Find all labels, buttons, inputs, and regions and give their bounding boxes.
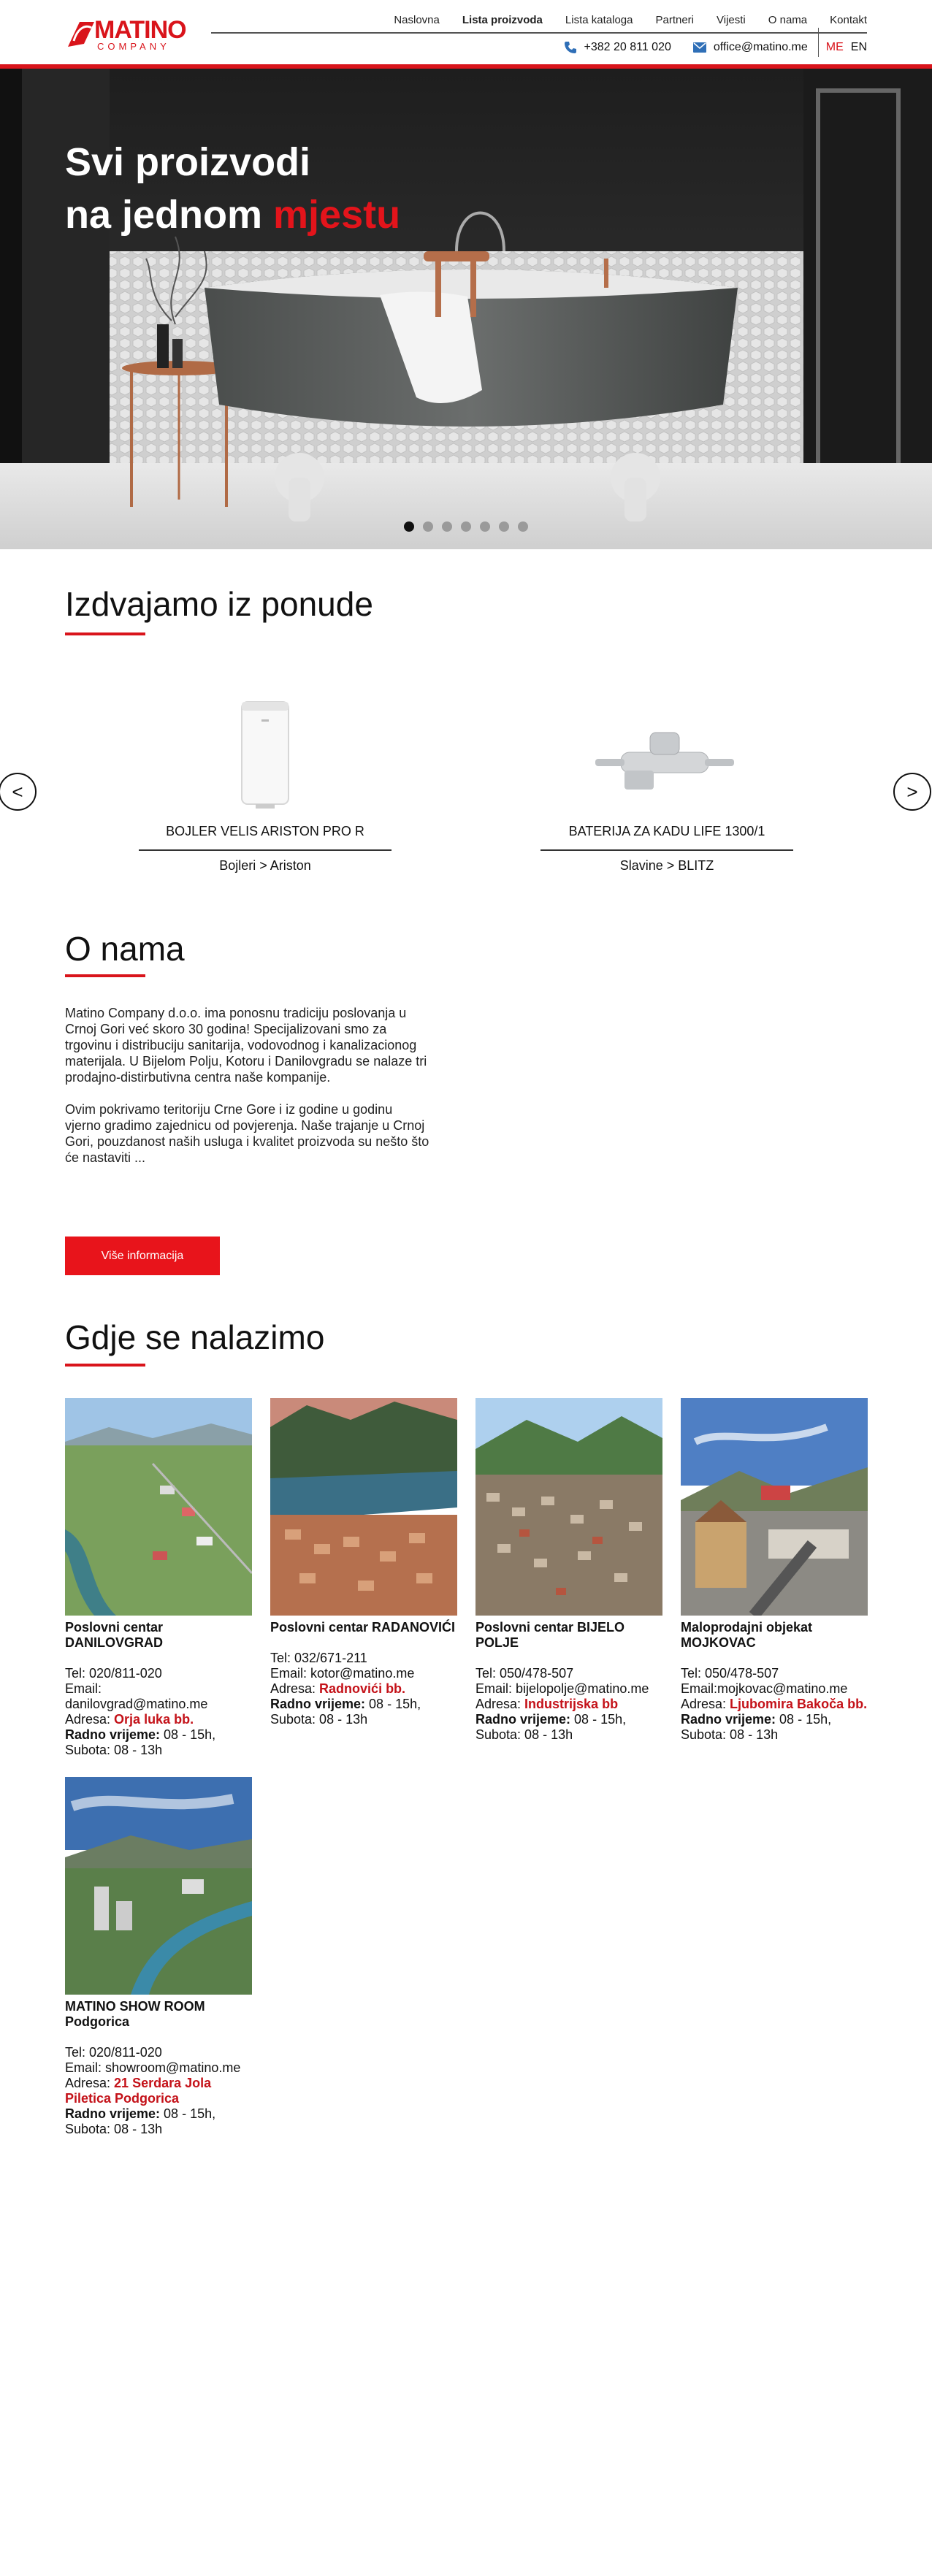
hero-title-accent: mjestu xyxy=(273,193,401,237)
location-address-mojkovac: Ljubomira Bakoča bb. xyxy=(730,1697,868,1711)
carousel-prev-button[interactable]: < xyxy=(0,773,37,811)
contact-bar xyxy=(542,38,868,57)
about-paragraph-2: Ovim pokrivamo teritoriju Crne Gore i iz godine u godinu vjerno gradimo zajednicu od povjerenja. Naše trajanje u Crnoj Gori, pouzdanost naših usluga i kvalitet proizvoda su nešto što će nastaviti ... xyxy=(65,1102,429,1165)
location-photo-danilovgrad xyxy=(65,1398,252,1616)
location-name-mojkovac: Maloprodajni objekat MOJKOVAC xyxy=(681,1620,813,1650)
location-email-label-showroom: Email: xyxy=(65,2060,106,2075)
location-tel-mojkovac: Tel: 050/478-507 xyxy=(681,1666,779,1681)
product-card-boiler[interactable] xyxy=(139,690,391,874)
product-category-faucet[interactable]: Slavine > BLITZ xyxy=(619,858,714,873)
location-saturday-bijelo-polje: Subota: 08 - 13h xyxy=(475,1727,573,1742)
location-card-mojkovac xyxy=(681,1398,868,1743)
location-hours-label-danilovgrad: Radno vrijeme: xyxy=(65,1727,161,1742)
faucet-image-icon xyxy=(541,690,793,822)
location-address-showroom: 21 Serdara Jola Piletica Podgorica xyxy=(65,2076,212,2106)
product-category-boiler[interactable]: Bojleri > Ariston xyxy=(219,858,311,873)
envelope-icon xyxy=(693,42,706,53)
location-saturday-showroom: Subota: 08 - 13h xyxy=(65,2122,163,2136)
location-email-bijelo-polje[interactable]: bijelopolje@matino.me xyxy=(516,1681,649,1696)
contact-phone[interactable] xyxy=(564,41,671,54)
hero-slider xyxy=(0,69,932,549)
carousel-next-button[interactable]: > xyxy=(893,773,931,811)
nav-lista-kataloga[interactable]: Lista kataloga xyxy=(565,14,633,26)
location-address-label-danilovgrad: Adresa: xyxy=(65,1712,115,1727)
location-email-label-radanovici: Email: xyxy=(270,1666,311,1681)
nav-lista-proizvoda[interactable]: Lista proizvoda xyxy=(462,14,543,26)
product-name-faucet: BATERIJA ZA KADU LIFE 1300/1 xyxy=(568,824,765,838)
location-address-label-radanovici: Adresa: xyxy=(270,1681,320,1696)
location-saturday-radanovici: Subota: 08 - 13h xyxy=(270,1712,368,1727)
product-card-faucet[interactable] xyxy=(541,690,793,874)
location-hours-mojkovac: 08 - 15h, xyxy=(776,1712,832,1727)
product-divider-faucet xyxy=(541,849,793,851)
location-email-mojkovac[interactable]: mojkovac@matino.me xyxy=(717,1681,848,1696)
slider-dot-2[interactable] xyxy=(423,521,433,532)
location-email-label-bijelo-polje: Email: xyxy=(475,1681,516,1696)
location-email-danilovgrad[interactable]: danilovgrad@matino.me xyxy=(65,1697,208,1711)
location-name-bijelo-polje: Poslovni centar BIJELO POLJE xyxy=(475,1620,625,1650)
slider-dot-3[interactable] xyxy=(442,521,452,532)
slider-dot-5[interactable] xyxy=(480,521,490,532)
location-address-label-showroom: Adresa: xyxy=(65,2076,115,2090)
slider-dot-7[interactable] xyxy=(518,521,528,532)
location-photo-bijelo-polje xyxy=(475,1398,662,1616)
location-address-label-bijelo-polje: Adresa: xyxy=(475,1697,525,1711)
more-info-button[interactable]: Više informacija xyxy=(65,1237,220,1275)
lang-en[interactable]: EN xyxy=(850,41,867,53)
location-address-bijelo-polje: Industrijska bb xyxy=(524,1697,619,1711)
product-image-boiler xyxy=(139,690,391,822)
location-hours-showroom: 08 - 15h, xyxy=(160,2106,216,2121)
slider-dot-6[interactable] xyxy=(499,521,509,532)
featured-title: Izdvajamo iz ponude xyxy=(65,585,373,623)
product-image-faucet xyxy=(541,690,793,822)
slider-dot-4[interactable] xyxy=(461,521,471,532)
product-divider-boiler xyxy=(139,849,391,851)
location-card-showroom xyxy=(65,1777,252,2137)
lang-me[interactable]: ME xyxy=(825,41,844,53)
location-email-label-danilovgrad: Email: xyxy=(65,1681,102,1696)
slider-dots xyxy=(404,521,537,532)
nav-vijesti[interactable]: Vijesti xyxy=(717,14,746,26)
contact-email[interactable] xyxy=(693,41,808,54)
location-tel-danilovgrad: Tel: 020/811-020 xyxy=(65,1666,162,1681)
location-card-bijelo-polje xyxy=(475,1398,662,1743)
location-hours-label-bijelo-polje: Radno vrijeme: xyxy=(475,1712,571,1727)
location-address-radanovici: Radnovići bb. xyxy=(319,1681,406,1696)
location-address-label-mojkovac: Adresa: xyxy=(681,1697,730,1711)
hero-title-line2: na jednom xyxy=(65,193,274,237)
locations-title-underline xyxy=(65,1364,145,1367)
location-hours-label-showroom: Radno vrijeme: xyxy=(65,2106,161,2121)
hero-title xyxy=(65,136,400,241)
nav-partneri[interactable]: Partneri xyxy=(655,14,695,26)
email-address: office@matino.me xyxy=(713,41,808,53)
nav-divider xyxy=(211,32,867,34)
nav-naslovna[interactable]: Naslovna xyxy=(394,14,440,26)
location-tel-radanovici: Tel: 032/671-211 xyxy=(270,1651,367,1665)
location-photo-mojkovac xyxy=(681,1398,868,1616)
location-name-radanovici: Poslovni centar RADANOVIĆI xyxy=(270,1620,456,1635)
location-card-danilovgrad xyxy=(65,1398,252,1758)
location-tel-bijelo-polje: Tel: 050/478-507 xyxy=(475,1666,574,1681)
location-email-showroom[interactable]: showroom@matino.me xyxy=(105,2060,241,2075)
featured-title-underline xyxy=(65,632,145,635)
location-name-showroom: MATINO SHOW ROOM Podgorica xyxy=(65,1999,205,2029)
location-hours-radanovici: 08 - 15h, xyxy=(365,1697,421,1711)
location-hours-label-mojkovac: Radno vrijeme: xyxy=(681,1712,776,1727)
about-paragraph-1: Matino Company d.o.o. ima ponosnu tradiciju poslovanja u Crnoj Gori već skoro 30 godina! Specijalizovani smo za trgovinu i distribuciju sanitarija, vodovodnog i kanalizacionog materijala. U Bijelom Polju, Kotoru i Danilovgradu se nalaze tri prodajno-distirbutivna centra naše kompanije. xyxy=(65,1006,427,1085)
location-email-radanovici[interactable]: kotor@matino.me xyxy=(310,1666,415,1681)
lang-divider xyxy=(818,28,819,57)
location-card-radanovici xyxy=(270,1398,457,1727)
location-hours-danilovgrad: 08 - 15h, xyxy=(160,1727,216,1742)
nav-kontakt[interactable]: Kontakt xyxy=(830,14,867,26)
hero-title-line1: Svi proizvodi xyxy=(65,140,311,184)
main-nav xyxy=(371,13,867,28)
location-hours-bijelo-polje: 08 - 15h, xyxy=(570,1712,627,1727)
location-photo-showroom xyxy=(65,1777,252,1995)
phone-icon xyxy=(564,41,577,54)
location-saturday-mojkovac: Subota: 08 - 13h xyxy=(681,1727,779,1742)
product-name-boiler: BOJLER VELIS ARISTON PRO R xyxy=(166,824,364,838)
matino-logo[interactable] xyxy=(65,18,198,51)
phone-number: +382 20 811 020 xyxy=(584,41,671,53)
location-name-danilovgrad: Poslovni centar DANILOVGRAD xyxy=(65,1620,164,1650)
location-address-danilovgrad: Orja luka bb. xyxy=(114,1712,194,1727)
about-title: O nama xyxy=(65,930,185,968)
locations-title: Gdje se nalazimo xyxy=(65,1318,325,1356)
nav-o-nama[interactable]: O nama xyxy=(768,14,808,26)
boiler-image-icon xyxy=(139,690,391,822)
location-saturday-danilovgrad: Subota: 08 - 13h xyxy=(65,1743,163,1757)
location-hours-label-radanovici: Radno vrijeme: xyxy=(270,1697,366,1711)
slider-dot-1[interactable] xyxy=(404,521,414,532)
logo-mark-icon xyxy=(65,19,97,50)
location-email-label-mojkovac: Email: xyxy=(681,1681,718,1696)
about-text xyxy=(65,1005,430,1182)
logo-title: MATINO xyxy=(94,16,186,44)
logo-subtitle: COMPANY xyxy=(97,41,170,52)
location-tel-showroom: Tel: 020/811-020 xyxy=(65,2045,162,2060)
site-header xyxy=(0,0,932,64)
about-title-underline xyxy=(65,974,145,977)
location-photo-radanovici xyxy=(270,1398,457,1616)
